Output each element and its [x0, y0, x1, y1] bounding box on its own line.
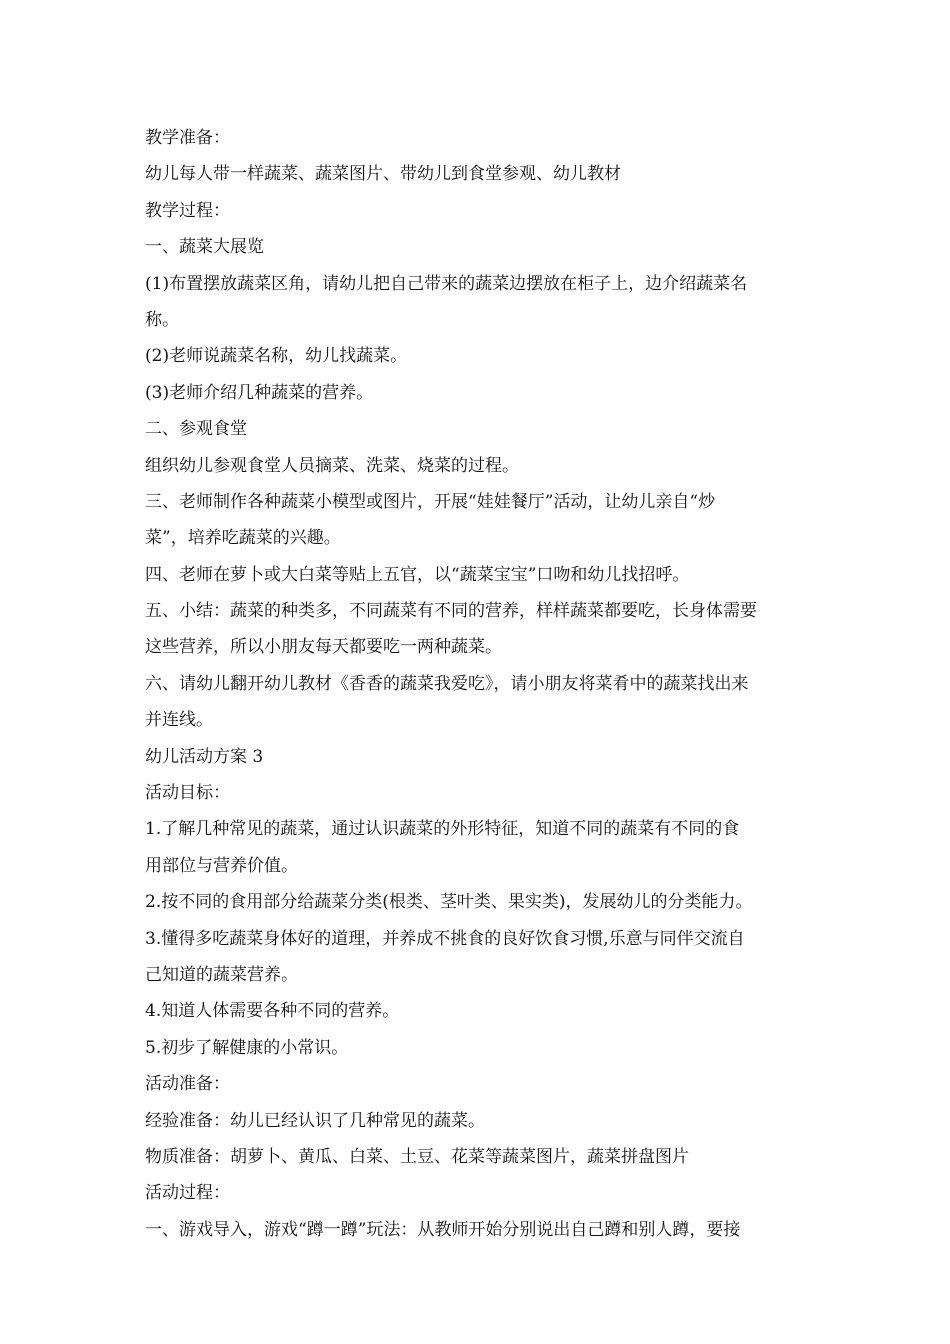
text-line: 二、参观食堂 [145, 419, 247, 440]
text-line: 五、小结：蔬菜的种类多，不同蔬菜有不同的营养，样样蔬菜都要吃，长身体需要 [145, 601, 757, 622]
text-line: 菜”，培养吃蔬菜的兴趣。 [145, 528, 341, 549]
text-line: (1)布置摆放蔬菜区角，请幼儿把自己带来的蔬菜边摆放在柜子上，边介绍蔬菜名 [145, 273, 748, 294]
text-line: 组织幼儿参观食堂人员摘菜、洗菜、烧菜的过程。 [145, 455, 519, 476]
text-line: 用部位与营养价值。 [145, 855, 298, 876]
text-line: (2)老师说蔬菜名称，幼儿找蔬菜。 [145, 346, 408, 367]
text-line: 2.按不同的食用部分给蔬菜分类(根类、茎叶类、果实类)，发展幼儿的分类能力。 [145, 892, 753, 913]
text-line: 一、蔬菜大展览 [145, 237, 264, 258]
text-line: 己知道的蔬菜营养。 [145, 964, 298, 985]
section-heading: 幼儿活动方案 3 [145, 746, 264, 767]
text-line: 称。 [145, 309, 179, 330]
text-line: (3)老师介绍几种蔬菜的营养。 [145, 382, 374, 403]
document-body [145, 120, 813, 1248]
text-line: 三、老师制作各种蔬菜小模型或图片，开展“娃娃餐厅”活动，让幼儿亲自“炒 [145, 491, 716, 512]
text-line: 一、游戏导入，游戏“蹲一蹲”玩法：从教师开始分别说出自己蹲和别人蹲，要接 [145, 1219, 741, 1240]
text-line: 活动过程： [145, 1183, 230, 1204]
text-line: 3.懂得多吃蔬菜身体好的道理，并养成不挑食的良好饮食习惯,乐意与同伴交流自 [145, 928, 745, 949]
text-line: 教学准备： [145, 128, 230, 148]
text-line: 活动目标： [145, 783, 230, 804]
text-line: 六、请幼儿翻开幼儿教材《香香的蔬菜我爱吃》，请小朋友将菜肴中的蔬菜找出来 [145, 673, 749, 694]
text-line: 1.了解几种常见的蔬菜，通过认识蔬菜的外形特征，知道不同的蔬菜有不同的食 [145, 819, 740, 840]
text-line: 5.初步了解健康的小常识。 [145, 1037, 349, 1058]
text-line: 活动准备： [145, 1074, 230, 1095]
text-line: 教学过程： [145, 200, 230, 221]
text-line: 物质准备：胡萝卜、黄瓜、白菜、土豆、花菜等蔬菜图片，蔬菜拼盘图片 [145, 1146, 689, 1167]
text-line: 四、老师在萝卜或大白菜等贴上五官，以“蔬菜宝宝”口吻和幼儿找招呼。 [145, 564, 690, 585]
text-line: 这些营养，所以小朋友每天都要吃一两种蔬菜。 [145, 637, 502, 658]
text-line: 并连线。 [145, 710, 213, 731]
text-line: 幼儿每人带一样蔬菜、蔬菜图片、带幼儿到食堂参观、幼儿教材 [145, 164, 621, 185]
text-line: 经验准备：幼儿已经认识了几种常见的蔬菜。 [145, 1110, 485, 1131]
text-line: 4.知道人体需要各种不同的营养。 [145, 1001, 400, 1022]
